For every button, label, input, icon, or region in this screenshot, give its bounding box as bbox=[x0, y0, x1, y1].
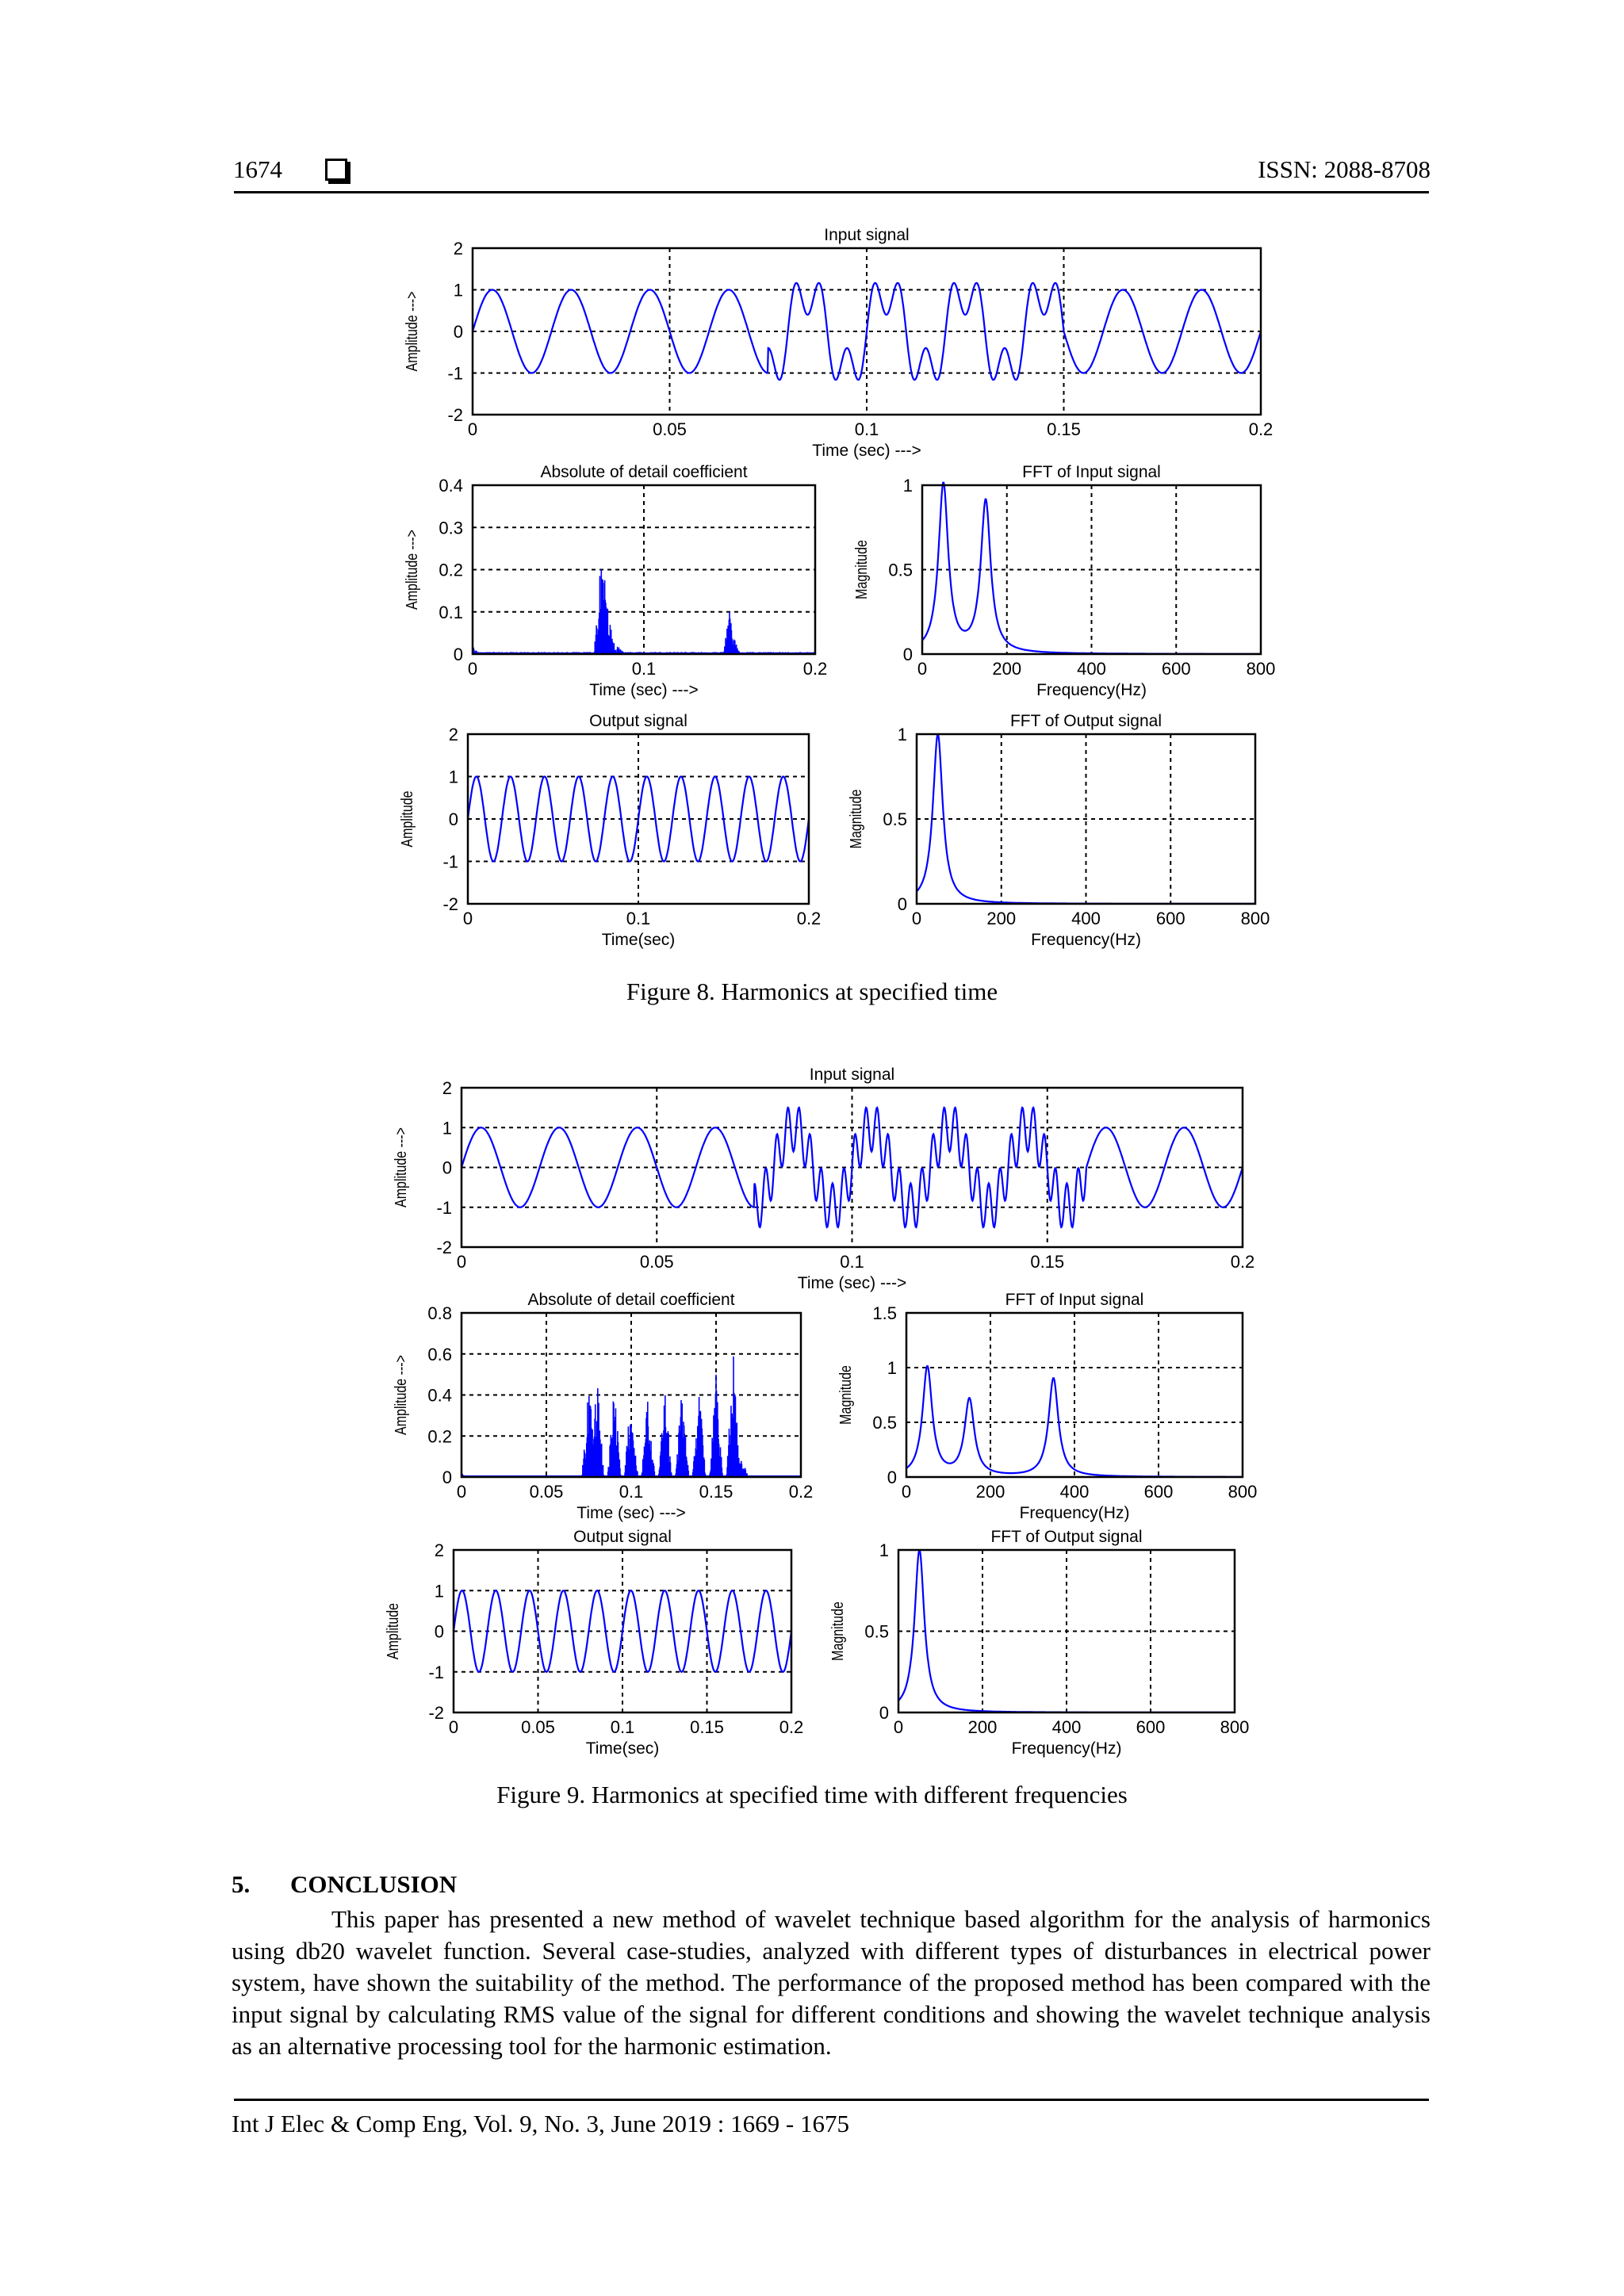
x-tick-label: 0.1 bbox=[610, 1717, 635, 1737]
x-axis-label: Time (sec) ---> bbox=[812, 442, 921, 460]
panel-title: Output signal bbox=[589, 712, 688, 730]
y-tick-label: 1 bbox=[897, 725, 907, 744]
y-tick-label: -2 bbox=[436, 1238, 452, 1257]
x-axis-label: Time (sec) ---> bbox=[589, 681, 699, 699]
panel-title: Input signal bbox=[809, 1066, 895, 1084]
x-axis-label: Time(sec) bbox=[601, 931, 676, 949]
x-tick-label: 600 bbox=[1161, 659, 1191, 679]
x-tick-label: 0.1 bbox=[619, 1482, 644, 1502]
y-tick-label: 1 bbox=[879, 1540, 889, 1560]
y-tick-label: 0.2 bbox=[439, 560, 463, 580]
y-axis-label: Amplitude ---> bbox=[403, 291, 421, 372]
panel-f9-detail bbox=[462, 1313, 801, 1477]
x-tick-label: 0 bbox=[456, 1252, 467, 1272]
y-axis-label: Magnitude bbox=[852, 540, 871, 599]
x-tick-label: 0 bbox=[911, 909, 922, 928]
y-tick-label: -1 bbox=[442, 851, 458, 872]
x-tick-label: 0.2 bbox=[1230, 1252, 1255, 1272]
x-tick-label: 0.1 bbox=[631, 659, 657, 679]
panel-f9-input bbox=[462, 1088, 1243, 1247]
x-tick-label: 0.2 bbox=[802, 659, 828, 679]
y-tick-label: -2 bbox=[447, 405, 463, 425]
section-title: CONCLUSION bbox=[290, 1870, 458, 1898]
y-tick-label: 1 bbox=[902, 476, 913, 496]
y-axis-label: Amplitude ---> bbox=[392, 1127, 410, 1207]
x-tick-label: 0 bbox=[456, 1482, 467, 1502]
x-tick-label: 0.15 bbox=[690, 1717, 724, 1737]
panel-f9-fftin bbox=[906, 1313, 1243, 1477]
panel-f8-input bbox=[473, 248, 1261, 415]
x-tick-label: 800 bbox=[1228, 1482, 1258, 1502]
y-tick-label: 0.5 bbox=[872, 1413, 897, 1433]
y-tick-label: -1 bbox=[428, 1662, 444, 1682]
y-tick-label: 0 bbox=[879, 1703, 889, 1723]
x-tick-label: 0.1 bbox=[854, 419, 879, 439]
x-tick-label: 0 bbox=[917, 659, 928, 679]
panel-title: FFT of Input signal bbox=[1005, 1291, 1144, 1309]
x-tick-label: 0 bbox=[467, 659, 478, 679]
panel-f8-fftout bbox=[917, 734, 1255, 904]
x-tick-label: 400 bbox=[1051, 1717, 1082, 1737]
y-tick-label: 0 bbox=[887, 1468, 897, 1487]
y-axis-label: Magnitude bbox=[847, 789, 865, 849]
y-tick-label: 0.4 bbox=[427, 1385, 452, 1406]
x-tick-label: 0.05 bbox=[529, 1482, 564, 1502]
y-tick-label: 0 bbox=[442, 1158, 452, 1178]
x-tick-label: 400 bbox=[1077, 659, 1106, 679]
y-tick-label: 0.3 bbox=[439, 518, 463, 538]
x-axis-label: Time (sec) ---> bbox=[797, 1274, 907, 1292]
signal-line bbox=[454, 1590, 791, 1672]
figure-9-caption: Figure 9. Harmonics at specified time with different frequencies bbox=[496, 1781, 1128, 1808]
y-tick-label: 0 bbox=[448, 809, 458, 829]
page-number: 1674 bbox=[233, 155, 282, 183]
x-tick-label: 0 bbox=[901, 1482, 912, 1502]
y-tick-label: 0.2 bbox=[427, 1426, 452, 1447]
footer-rule bbox=[234, 2099, 1429, 2101]
x-tick-label: 0.2 bbox=[788, 1482, 814, 1502]
x-tick-label: 400 bbox=[1071, 909, 1101, 928]
y-tick-label: 0.4 bbox=[439, 476, 463, 496]
y-tick-label: 1.5 bbox=[872, 1303, 897, 1323]
x-tick-label: 0.15 bbox=[1030, 1252, 1065, 1272]
y-tick-label: 0.8 bbox=[427, 1303, 452, 1323]
y-tick-label: 2 bbox=[448, 725, 458, 744]
x-tick-label: 800 bbox=[1246, 659, 1276, 679]
x-tick-label: 0.05 bbox=[639, 1252, 674, 1272]
y-axis-label: Magnitude bbox=[829, 1601, 847, 1661]
x-tick-label: 0 bbox=[467, 419, 478, 439]
y-tick-label: 0.5 bbox=[888, 560, 913, 580]
x-tick-label: 0.1 bbox=[626, 909, 651, 928]
y-axis-label: Amplitude bbox=[384, 1602, 402, 1660]
y-axis-label: Magnitude bbox=[837, 1365, 855, 1425]
section-number: 5. bbox=[232, 1870, 251, 1898]
y-tick-label: 2 bbox=[453, 239, 463, 258]
x-axis-label: Frequency(Hz) bbox=[1031, 931, 1141, 949]
x-axis-label: Frequency(Hz) bbox=[1036, 681, 1147, 699]
section-heading bbox=[232, 1870, 457, 1899]
y-tick-label: -2 bbox=[442, 894, 458, 914]
x-tick-label: 0.2 bbox=[779, 1717, 804, 1737]
x-tick-label: 200 bbox=[986, 909, 1017, 928]
panel-title: Absolute of detail coefficient bbox=[527, 1291, 735, 1309]
panel-f8-output bbox=[468, 734, 809, 904]
y-tick-label: 1 bbox=[887, 1358, 897, 1378]
x-tick-label: 200 bbox=[975, 1482, 1005, 1502]
y-tick-label: 0.6 bbox=[427, 1344, 452, 1364]
x-axis-label: Time(sec) bbox=[585, 1739, 660, 1758]
y-tick-label: 0 bbox=[902, 645, 913, 664]
figure-8-caption: Figure 8. Harmonics at specified time bbox=[626, 978, 998, 1005]
x-tick-label: 200 bbox=[992, 659, 1022, 679]
x-tick-label: 0 bbox=[462, 909, 473, 928]
y-axis-label: Amplitude ---> bbox=[392, 1355, 410, 1435]
y-tick-label: 0 bbox=[453, 645, 463, 664]
y-axis-label: Amplitude ---> bbox=[403, 530, 421, 610]
x-tick-label: 800 bbox=[1240, 909, 1270, 928]
conclusion-paragraph: This paper has presented a new method of wavelet technique based algorithm for the analysis of harmonics using db20 wavelet function. Several case-studies, analyzed with different types of disturbances in electrical power system, have shown the suitability of the method. The performance of the proposed method has been compared with the input signal by calculating RMS value of the signal for different conditions and showing the wavelet technique analysis as an alternative processing tool for the harmonic estimation. bbox=[232, 1905, 1431, 2060]
panel-title: FFT of Output signal bbox=[990, 1528, 1143, 1546]
x-tick-label: 0 bbox=[448, 1717, 459, 1737]
x-tick-label: 200 bbox=[967, 1717, 998, 1737]
y-tick-label: 1 bbox=[453, 280, 463, 300]
y-tick-label: 0.1 bbox=[439, 602, 463, 622]
y-tick-label: 2 bbox=[434, 1540, 444, 1560]
y-tick-label: 1 bbox=[434, 1581, 444, 1601]
y-tick-label: 0 bbox=[453, 322, 463, 342]
x-tick-label: 0.1 bbox=[840, 1252, 864, 1272]
y-tick-label: 0.5 bbox=[883, 809, 907, 829]
x-tick-label: 0.2 bbox=[1248, 419, 1274, 439]
panel-f9-fftout bbox=[898, 1550, 1235, 1712]
y-tick-label: 1 bbox=[442, 1118, 452, 1138]
x-axis-label: Time (sec) ---> bbox=[576, 1504, 686, 1522]
y-tick-label: 0 bbox=[442, 1468, 452, 1487]
panel-title: Output signal bbox=[573, 1528, 672, 1546]
y-tick-label: 0.5 bbox=[864, 1621, 889, 1642]
x-tick-label: 0.15 bbox=[699, 1482, 733, 1502]
x-tick-label: 0.15 bbox=[1047, 419, 1081, 439]
y-tick-label: 1 bbox=[448, 767, 458, 787]
panel-f8-fftin bbox=[922, 483, 1261, 654]
x-axis-label: Frequency(Hz) bbox=[1011, 1739, 1122, 1758]
x-tick-label: 600 bbox=[1143, 1482, 1174, 1502]
x-tick-label: 0.2 bbox=[796, 909, 822, 928]
x-tick-label: 0 bbox=[893, 1717, 904, 1737]
x-tick-label: 600 bbox=[1136, 1717, 1166, 1737]
y-axis-label: Amplitude bbox=[398, 790, 416, 848]
panel-title: Absolute of detail coefficient bbox=[540, 463, 748, 481]
panel-f9-output bbox=[454, 1550, 791, 1712]
panel-title: FFT of Output signal bbox=[1009, 712, 1162, 730]
x-tick-label: 0.05 bbox=[653, 419, 687, 439]
y-tick-label: -1 bbox=[436, 1197, 452, 1218]
y-tick-label: 2 bbox=[442, 1078, 452, 1098]
y-tick-label: 0 bbox=[897, 894, 907, 914]
x-tick-label: 0.05 bbox=[521, 1717, 555, 1737]
x-tick-label: 600 bbox=[1155, 909, 1185, 928]
issn: ISSN: 2088-8708 bbox=[1258, 155, 1431, 183]
panel-title: Input signal bbox=[824, 226, 910, 244]
panel-f8-detail bbox=[473, 485, 815, 654]
x-tick-label: 400 bbox=[1059, 1482, 1090, 1502]
x-tick-label: 800 bbox=[1220, 1717, 1250, 1737]
y-tick-label: -2 bbox=[428, 1703, 444, 1723]
footer-citation: Int J Elec & Comp Eng, Vol. 9, No. 3, June 2019 : 1669 - 1675 bbox=[232, 2110, 849, 2137]
y-tick-label: 0 bbox=[434, 1621, 444, 1642]
panel-title: FFT of Input signal bbox=[1022, 463, 1161, 481]
x-axis-label: Frequency(Hz) bbox=[1019, 1504, 1130, 1522]
y-tick-label: -1 bbox=[447, 363, 463, 384]
